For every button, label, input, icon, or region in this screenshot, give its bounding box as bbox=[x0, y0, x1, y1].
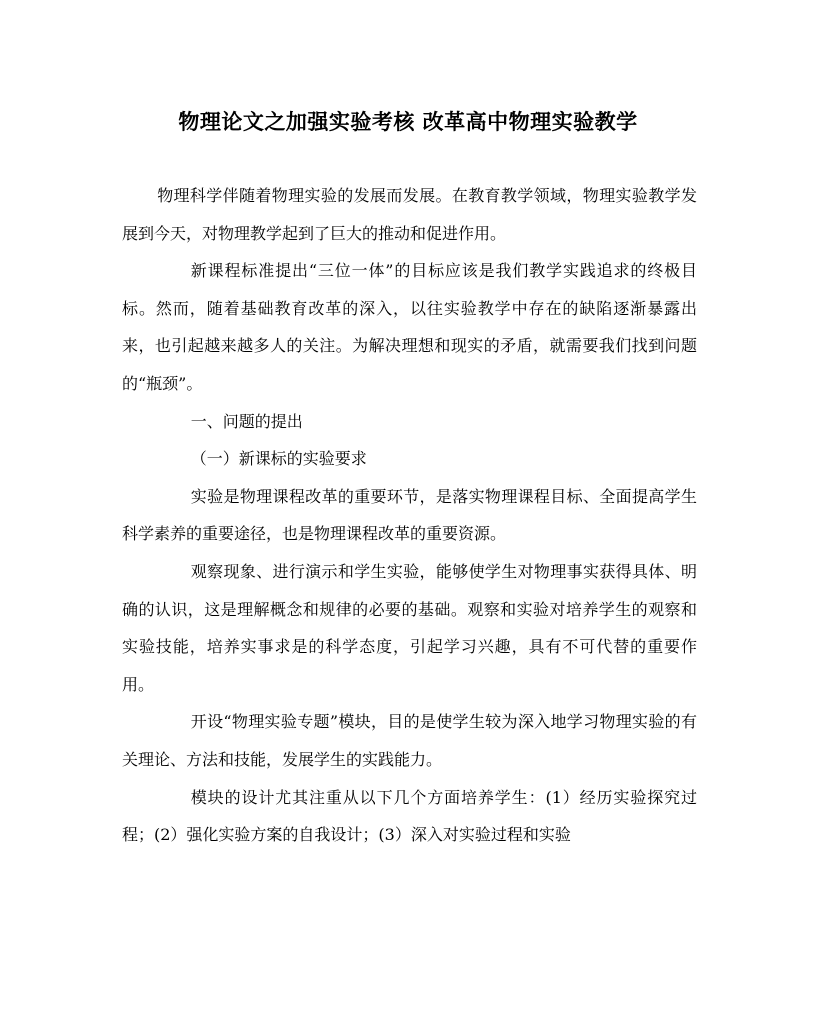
paragraph-curriculum-goal: 新课程标准提出“三位一体”的目标应该是我们教学实践追求的终极目标。然而，随着基础教育改革的深入，以往实验教学中存在的缺陷逐渐暴露出来，也引起越来越多人的关注。为解决理想和现实的矛盾，就需要我们找到问题的“瓶颈”。 bbox=[122, 261, 697, 393]
document-title: 物理论文之加强实验考核 改革高中物理实验教学 bbox=[178, 109, 638, 134]
paragraph-module-design: 模块的设计尤其注重从以下几个方面培养学生：(1）经历实验探究过程；(2）强化实验方案的自我设计；(3）深入对实验过程和实验 bbox=[122, 787, 697, 845]
subsection-heading-requirements: （一）新课标的实验要求 bbox=[190, 449, 367, 469]
paragraph-intro: 物理科学伴随着物理实验的发展而发展。在教育教学领域，物理实验教学发展到今天，对物理教学起到了巨大的推动和促进作用。 bbox=[122, 186, 697, 243]
paragraph-observation: 观察现象、进行演示和学生实验，能够使学生对物理事实获得具体、明确的认识，这是理解概念和规律的必要的基础。观察和实验对培养学生的观察和实验技能，培养实事求是的科学态度，引起学习兴趣，具有不可代替的重要作用。 bbox=[122, 561, 697, 694]
paragraph-experiment-importance: 实验是物理课程改革的重要环节，是落实物理课程目标、全面提高学生科学素养的重要途径，也是物理课程改革的重要资源。 bbox=[122, 486, 697, 544]
section-heading-problem: 一、问题的提出 bbox=[190, 411, 303, 431]
paragraph-module-purpose: 开设“物理实验专题”模块，目的是使学生较为深入地学习物理实验的有关理论、方法和技能，发展学生的实践能力。 bbox=[122, 712, 697, 769]
document-body bbox=[122, 177, 697, 854]
